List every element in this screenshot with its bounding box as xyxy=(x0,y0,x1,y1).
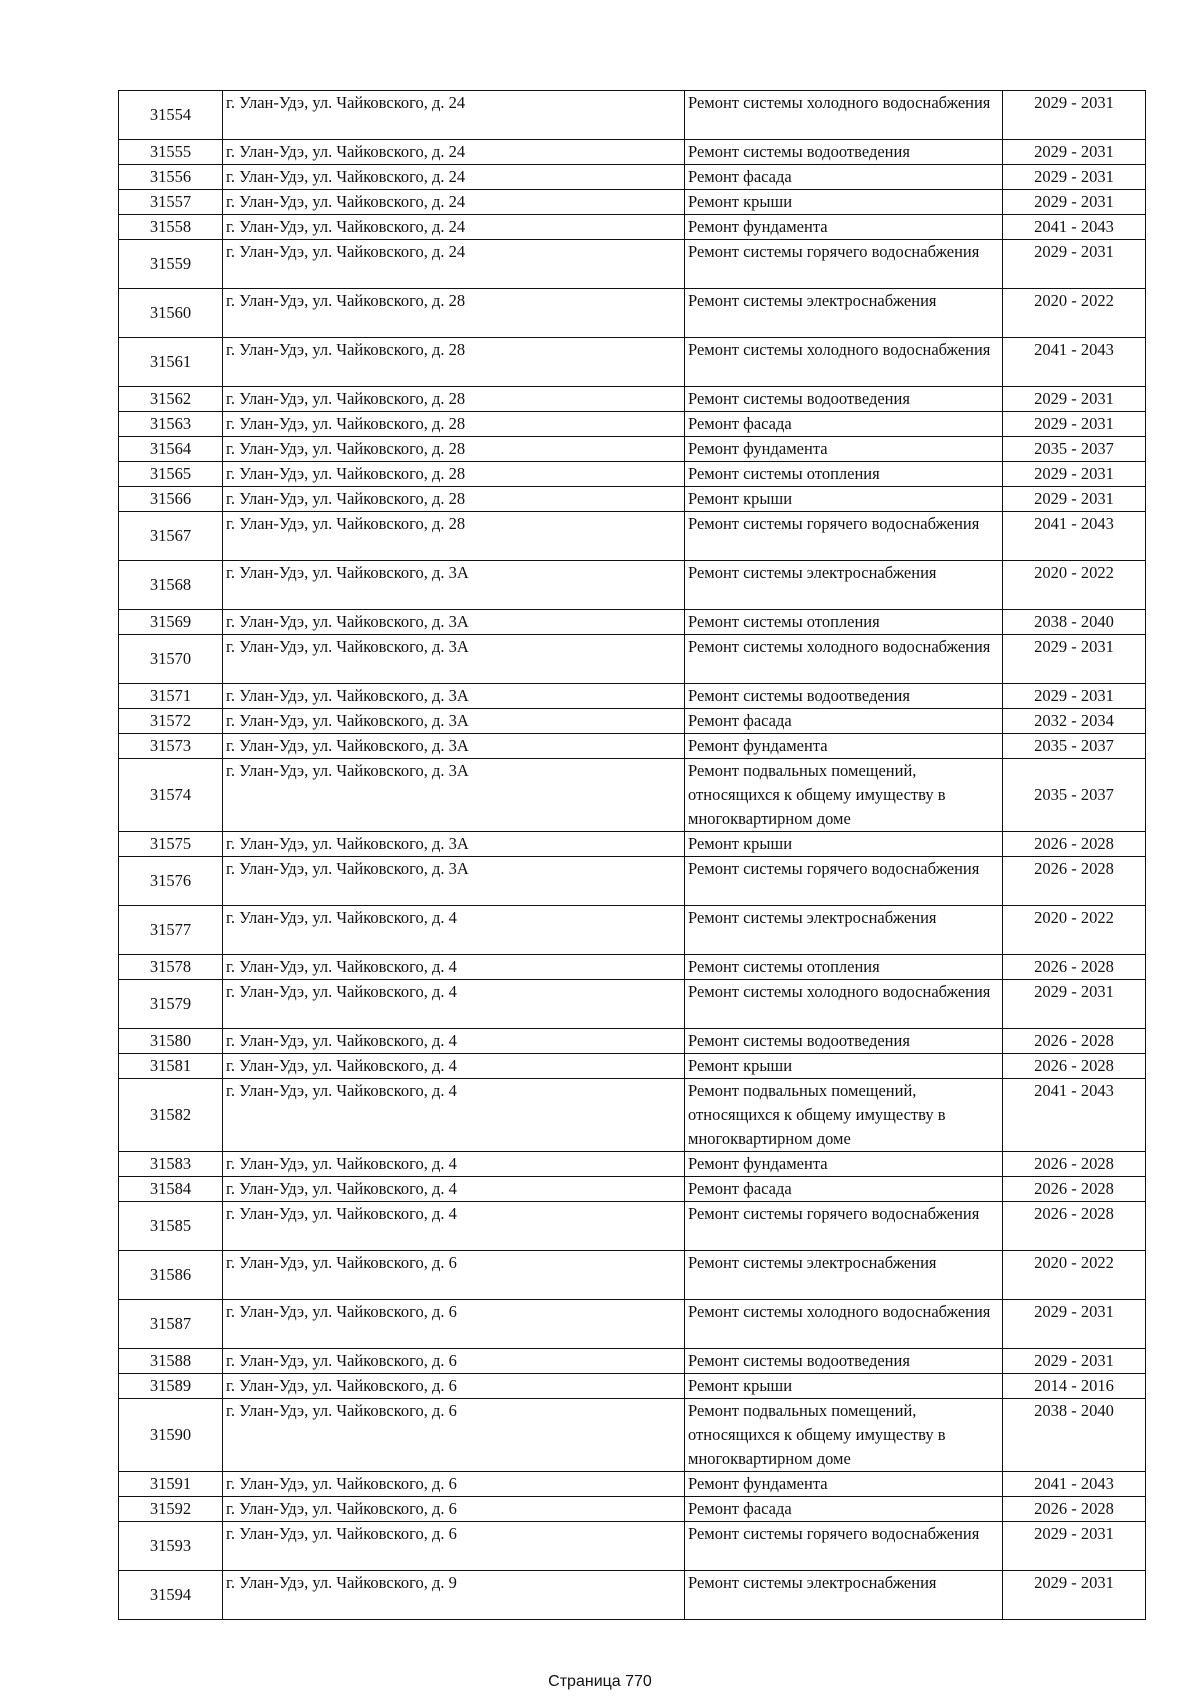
work-type-cell: Ремонт фасада xyxy=(685,709,1003,734)
work-type-cell: Ремонт подвальных помещений, относящихся к общему имуществу в многоквартирном доме xyxy=(685,1079,1003,1152)
table-row xyxy=(119,1349,1146,1374)
row-number: 31574 xyxy=(119,759,223,832)
work-type-cell: Ремонт системы водоотведения xyxy=(685,387,1003,412)
row-number: 31588 xyxy=(119,1349,223,1374)
work-type-cell: Ремонт системы горячего водоснабжения xyxy=(685,240,1003,289)
address-cell: г. Улан-Удэ, ул. Чайковского, д. 6 xyxy=(223,1374,685,1399)
row-number: 31586 xyxy=(119,1251,223,1300)
table-row xyxy=(119,955,1146,980)
period-cell: 2029 - 2031 xyxy=(1003,387,1146,412)
row-number: 31581 xyxy=(119,1054,223,1079)
period-cell: 2026 - 2028 xyxy=(1003,1202,1146,1251)
table-row xyxy=(119,240,1146,289)
period-cell: 2041 - 2043 xyxy=(1003,512,1146,561)
work-type-cell: Ремонт крыши xyxy=(685,832,1003,857)
address-cell: г. Улан-Удэ, ул. Чайковского, д. 4 xyxy=(223,1202,685,1251)
row-number: 31565 xyxy=(119,462,223,487)
work-type-cell: Ремонт системы холодного водоснабжения xyxy=(685,635,1003,684)
work-type-cell: Ремонт фундамента xyxy=(685,734,1003,759)
row-number: 31570 xyxy=(119,635,223,684)
period-cell: 2032 - 2034 xyxy=(1003,709,1146,734)
row-number: 31584 xyxy=(119,1177,223,1202)
page-number: Страница 770 xyxy=(548,1673,652,1690)
address-cell: г. Улан-Удэ, ул. Чайковского, д. 6 xyxy=(223,1522,685,1571)
work-type-cell: Ремонт системы холодного водоснабжения xyxy=(685,338,1003,387)
work-type-cell: Ремонт подвальных помещений, относящихся к общему имуществу в многоквартирном доме xyxy=(685,759,1003,832)
work-type-cell: Ремонт системы горячего водоснабжения xyxy=(685,1202,1003,1251)
work-type-cell: Ремонт системы отопления xyxy=(685,610,1003,635)
period-cell: 2029 - 2031 xyxy=(1003,165,1146,190)
table-row xyxy=(119,906,1146,955)
address-cell: г. Улан-Удэ, ул. Чайковского, д. 4 xyxy=(223,1054,685,1079)
table-row xyxy=(119,561,1146,610)
period-cell: 2029 - 2031 xyxy=(1003,684,1146,709)
work-type-cell: Ремонт фундамента xyxy=(685,437,1003,462)
table-row xyxy=(119,437,1146,462)
period-cell: 2026 - 2028 xyxy=(1003,857,1146,906)
period-cell: 2029 - 2031 xyxy=(1003,240,1146,289)
work-type-cell: Ремонт фасада xyxy=(685,1177,1003,1202)
period-cell: 2038 - 2040 xyxy=(1003,610,1146,635)
table-row xyxy=(119,387,1146,412)
address-cell: г. Улан-Удэ, ул. Чайковского, д. 28 xyxy=(223,289,685,338)
row-number: 31555 xyxy=(119,140,223,165)
work-type-cell: Ремонт системы водоотведения xyxy=(685,1029,1003,1054)
work-type-cell: Ремонт системы электроснабжения xyxy=(685,561,1003,610)
table-row xyxy=(119,1079,1146,1152)
row-number: 31587 xyxy=(119,1300,223,1349)
work-type-cell: Ремонт крыши xyxy=(685,487,1003,512)
work-type-cell: Ремонт подвальных помещений, относящихся к общему имуществу в многоквартирном доме xyxy=(685,1399,1003,1472)
period-cell: 2026 - 2028 xyxy=(1003,1497,1146,1522)
table-row xyxy=(119,289,1146,338)
table-row xyxy=(119,857,1146,906)
work-type-cell: Ремонт системы горячего водоснабжения xyxy=(685,1522,1003,1571)
row-number: 31567 xyxy=(119,512,223,561)
address-cell: г. Улан-Удэ, ул. Чайковского, д. 4 xyxy=(223,1029,685,1054)
period-cell: 2029 - 2031 xyxy=(1003,412,1146,437)
period-cell: 2035 - 2037 xyxy=(1003,437,1146,462)
work-type-cell: Ремонт системы водоотведения xyxy=(685,140,1003,165)
table-row xyxy=(119,1251,1146,1300)
table-row xyxy=(119,1152,1146,1177)
row-number: 31554 xyxy=(119,91,223,140)
row-number: 31560 xyxy=(119,289,223,338)
work-type-cell: Ремонт фасада xyxy=(685,165,1003,190)
table-row xyxy=(119,610,1146,635)
period-cell: 2029 - 2031 xyxy=(1003,1571,1146,1620)
period-cell: 2041 - 2043 xyxy=(1003,1079,1146,1152)
table-row xyxy=(119,1571,1146,1620)
address-cell: г. Улан-Удэ, ул. Чайковского, д. 4 xyxy=(223,980,685,1029)
address-cell: г. Улан-Удэ, ул. Чайковского, д. 28 xyxy=(223,387,685,412)
table-row xyxy=(119,1497,1146,1522)
period-cell: 2026 - 2028 xyxy=(1003,1029,1146,1054)
work-type-cell: Ремонт системы электроснабжения xyxy=(685,906,1003,955)
row-number: 31578 xyxy=(119,955,223,980)
table-row xyxy=(119,1054,1146,1079)
period-cell: 2029 - 2031 xyxy=(1003,91,1146,140)
table-row xyxy=(119,215,1146,240)
period-cell: 2020 - 2022 xyxy=(1003,1251,1146,1300)
row-number: 31590 xyxy=(119,1399,223,1472)
period-cell: 2026 - 2028 xyxy=(1003,1152,1146,1177)
address-cell: г. Улан-Удэ, ул. Чайковского, д. 6 xyxy=(223,1497,685,1522)
table-row xyxy=(119,759,1146,832)
table-row xyxy=(119,1029,1146,1054)
table-row xyxy=(119,462,1146,487)
table-row xyxy=(119,709,1146,734)
row-number: 31569 xyxy=(119,610,223,635)
table-body xyxy=(119,91,1146,1620)
work-type-cell: Ремонт системы электроснабжения xyxy=(685,289,1003,338)
period-cell: 2029 - 2031 xyxy=(1003,1349,1146,1374)
work-type-cell: Ремонт системы водоотведения xyxy=(685,684,1003,709)
row-number: 31576 xyxy=(119,857,223,906)
period-cell: 2029 - 2031 xyxy=(1003,190,1146,215)
period-cell: 2029 - 2031 xyxy=(1003,980,1146,1029)
period-cell: 2029 - 2031 xyxy=(1003,1300,1146,1349)
row-number: 31591 xyxy=(119,1472,223,1497)
period-cell: 2020 - 2022 xyxy=(1003,289,1146,338)
work-type-cell: Ремонт фундамента xyxy=(685,1472,1003,1497)
work-type-cell: Ремонт системы электроснабжения xyxy=(685,1571,1003,1620)
table-row xyxy=(119,512,1146,561)
address-cell: г. Улан-Удэ, ул. Чайковского, д. 24 xyxy=(223,240,685,289)
address-cell: г. Улан-Удэ, ул. Чайковского, д. 3А xyxy=(223,734,685,759)
address-cell: г. Улан-Удэ, ул. Чайковского, д. 6 xyxy=(223,1251,685,1300)
row-number: 31583 xyxy=(119,1152,223,1177)
work-type-cell: Ремонт системы отопления xyxy=(685,462,1003,487)
row-number: 31558 xyxy=(119,215,223,240)
table-row xyxy=(119,635,1146,684)
work-type-cell: Ремонт фасада xyxy=(685,1497,1003,1522)
table-row xyxy=(119,165,1146,190)
row-number: 31566 xyxy=(119,487,223,512)
row-number: 31582 xyxy=(119,1079,223,1152)
table-row xyxy=(119,91,1146,140)
row-number: 31585 xyxy=(119,1202,223,1251)
table-row xyxy=(119,1177,1146,1202)
table-row xyxy=(119,1522,1146,1571)
row-number: 31577 xyxy=(119,906,223,955)
table-row xyxy=(119,734,1146,759)
address-cell: г. Улан-Удэ, ул. Чайковского, д. 28 xyxy=(223,437,685,462)
row-number: 31562 xyxy=(119,387,223,412)
address-cell: г. Улан-Удэ, ул. Чайковского, д. 4 xyxy=(223,1152,685,1177)
table-row xyxy=(119,338,1146,387)
table-row xyxy=(119,832,1146,857)
address-cell: г. Улан-Удэ, ул. Чайковского, д. 28 xyxy=(223,512,685,561)
period-cell: 2035 - 2037 xyxy=(1003,734,1146,759)
address-cell: г. Улан-Удэ, ул. Чайковского, д. 24 xyxy=(223,190,685,215)
work-type-cell: Ремонт фундамента xyxy=(685,1152,1003,1177)
row-number: 31579 xyxy=(119,980,223,1029)
address-cell: г. Улан-Удэ, ул. Чайковского, д. 6 xyxy=(223,1300,685,1349)
period-cell: 2038 - 2040 xyxy=(1003,1399,1146,1472)
period-cell: 2035 - 2037 xyxy=(1003,759,1146,832)
address-cell: г. Улан-Удэ, ул. Чайковского, д. 4 xyxy=(223,906,685,955)
work-type-cell: Ремонт фундамента xyxy=(685,215,1003,240)
row-number: 31573 xyxy=(119,734,223,759)
period-cell: 2029 - 2031 xyxy=(1003,462,1146,487)
table-row xyxy=(119,412,1146,437)
address-cell: г. Улан-Удэ, ул. Чайковского, д. 3А xyxy=(223,635,685,684)
period-cell: 2026 - 2028 xyxy=(1003,955,1146,980)
table-row xyxy=(119,1300,1146,1349)
address-cell: г. Улан-Удэ, ул. Чайковского, д. 6 xyxy=(223,1349,685,1374)
address-cell: г. Улан-Удэ, ул. Чайковского, д. 28 xyxy=(223,412,685,437)
row-number: 31575 xyxy=(119,832,223,857)
address-cell: г. Улан-Удэ, ул. Чайковского, д. 24 xyxy=(223,140,685,165)
work-type-cell: Ремонт системы холодного водоснабжения xyxy=(685,1300,1003,1349)
work-type-cell: Ремонт системы холодного водоснабжения xyxy=(685,980,1003,1029)
row-number: 31594 xyxy=(119,1571,223,1620)
address-cell: г. Улан-Удэ, ул. Чайковского, д. 3А xyxy=(223,709,685,734)
address-cell: г. Улан-Удэ, ул. Чайковского, д. 28 xyxy=(223,487,685,512)
address-cell: г. Улан-Удэ, ул. Чайковского, д. 24 xyxy=(223,165,685,190)
table-row xyxy=(119,1374,1146,1399)
table-row xyxy=(119,684,1146,709)
row-number: 31564 xyxy=(119,437,223,462)
address-cell: г. Улан-Удэ, ул. Чайковского, д. 4 xyxy=(223,1079,685,1152)
address-cell: г. Улан-Удэ, ул. Чайковского, д. 3А xyxy=(223,684,685,709)
work-type-cell: Ремонт системы холодного водоснабжения xyxy=(685,91,1003,140)
address-cell: г. Улан-Удэ, ул. Чайковского, д. 6 xyxy=(223,1399,685,1472)
row-number: 31592 xyxy=(119,1497,223,1522)
address-cell: г. Улан-Удэ, ул. Чайковского, д. 4 xyxy=(223,955,685,980)
table-row xyxy=(119,190,1146,215)
period-cell: 2029 - 2031 xyxy=(1003,487,1146,512)
period-cell: 2029 - 2031 xyxy=(1003,635,1146,684)
period-cell: 2041 - 2043 xyxy=(1003,338,1146,387)
repair-schedule-table xyxy=(118,90,1146,1620)
row-number: 31563 xyxy=(119,412,223,437)
period-cell: 2026 - 2028 xyxy=(1003,832,1146,857)
address-cell: г. Улан-Удэ, ул. Чайковского, д. 28 xyxy=(223,462,685,487)
period-cell: 2029 - 2031 xyxy=(1003,140,1146,165)
table-row xyxy=(119,980,1146,1029)
period-cell: 2026 - 2028 xyxy=(1003,1054,1146,1079)
row-number: 31561 xyxy=(119,338,223,387)
work-type-cell: Ремонт системы отопления xyxy=(685,955,1003,980)
address-cell: г. Улан-Удэ, ул. Чайковского, д. 3А xyxy=(223,857,685,906)
work-type-cell: Ремонт системы горячего водоснабжения xyxy=(685,857,1003,906)
row-number: 31571 xyxy=(119,684,223,709)
work-type-cell: Ремонт системы горячего водоснабжения xyxy=(685,512,1003,561)
period-cell: 2014 - 2016 xyxy=(1003,1374,1146,1399)
address-cell: г. Улан-Удэ, ул. Чайковского, д. 9 xyxy=(223,1571,685,1620)
address-cell: г. Улан-Удэ, ул. Чайковского, д. 4 xyxy=(223,1177,685,1202)
work-type-cell: Ремонт крыши xyxy=(685,190,1003,215)
period-cell: 2029 - 2031 xyxy=(1003,1522,1146,1571)
period-cell: 2041 - 2043 xyxy=(1003,1472,1146,1497)
address-cell: г. Улан-Удэ, ул. Чайковского, д. 28 xyxy=(223,338,685,387)
period-cell: 2020 - 2022 xyxy=(1003,561,1146,610)
work-type-cell: Ремонт крыши xyxy=(685,1054,1003,1079)
address-cell: г. Улан-Удэ, ул. Чайковского, д. 24 xyxy=(223,215,685,240)
work-type-cell: Ремонт системы электроснабжения xyxy=(685,1251,1003,1300)
work-type-cell: Ремонт крыши xyxy=(685,1374,1003,1399)
table-row xyxy=(119,1202,1146,1251)
row-number: 31557 xyxy=(119,190,223,215)
address-cell: г. Улан-Удэ, ул. Чайковского, д. 24 xyxy=(223,91,685,140)
row-number: 31568 xyxy=(119,561,223,610)
address-cell: г. Улан-Удэ, ул. Чайковского, д. 3А xyxy=(223,561,685,610)
row-number: 31589 xyxy=(119,1374,223,1399)
period-cell: 2020 - 2022 xyxy=(1003,906,1146,955)
row-number: 31572 xyxy=(119,709,223,734)
table-row xyxy=(119,1472,1146,1497)
period-cell: 2026 - 2028 xyxy=(1003,1177,1146,1202)
table-row xyxy=(119,140,1146,165)
row-number: 31593 xyxy=(119,1522,223,1571)
address-cell: г. Улан-Удэ, ул. Чайковского, д. 3А xyxy=(223,832,685,857)
address-cell: г. Улан-Удэ, ул. Чайковского, д. 3А xyxy=(223,610,685,635)
work-type-cell: Ремонт фасада xyxy=(685,412,1003,437)
table-row xyxy=(119,1399,1146,1472)
period-cell: 2041 - 2043 xyxy=(1003,215,1146,240)
row-number: 31559 xyxy=(119,240,223,289)
work-type-cell: Ремонт системы водоотведения xyxy=(685,1349,1003,1374)
address-cell: г. Улан-Удэ, ул. Чайковского, д. 6 xyxy=(223,1472,685,1497)
row-number: 31580 xyxy=(119,1029,223,1054)
row-number: 31556 xyxy=(119,165,223,190)
table-row xyxy=(119,487,1146,512)
address-cell: г. Улан-Удэ, ул. Чайковского, д. 3А xyxy=(223,759,685,832)
